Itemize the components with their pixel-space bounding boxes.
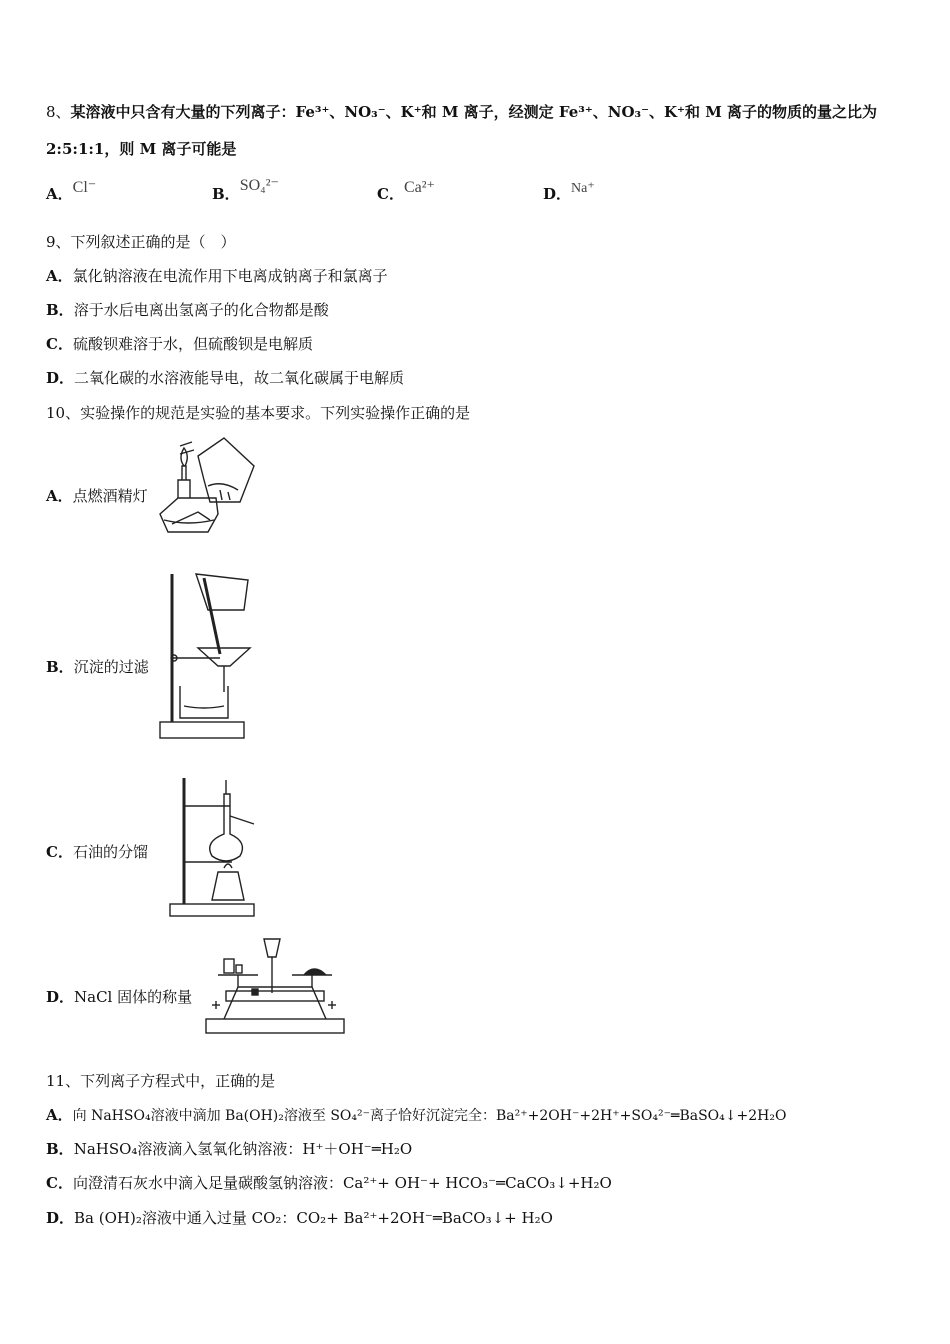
q11-option-a-letter: A．: [46, 1106, 73, 1124]
q10-option-a-text: 点燃酒精灯: [72, 487, 148, 505]
q8-option-a-letter: A．: [46, 185, 73, 203]
q10-option-d-letter: D．: [46, 988, 75, 1006]
q8-option-d-formula: Na⁺: [571, 181, 595, 196]
q9-option-d[interactable]: [46, 368, 404, 388]
q9-option-a-letter: A．: [46, 267, 73, 285]
q11-option-b-letter: B．: [46, 1140, 74, 1158]
q11-option-b[interactable]: [46, 1139, 412, 1159]
q8-option-b-formula: SO₄²⁻: [239, 177, 279, 194]
q9-option-c-letter: C．: [46, 335, 73, 353]
q10-option-c-letter: C．: [46, 843, 73, 861]
q9-option-d-letter: D．: [46, 369, 75, 387]
balance-weighing-figure: [204, 935, 346, 1037]
q10-option-c-text: 石油的分馏: [72, 843, 148, 861]
q8-option-b[interactable]: [212, 177, 279, 205]
q9-option-a-text: 氯化钠溶液在电流作用下电离成钠离子和氯离子: [72, 267, 388, 285]
q10-option-d-text: NaCl 固体的称量: [74, 988, 193, 1006]
q10-option-a[interactable]: [46, 486, 148, 506]
q8-option-c-formula: Ca²⁺: [403, 179, 435, 196]
q9-option-b[interactable]: [46, 300, 329, 320]
q11-option-a-text: 向 NaHSO₄溶液中滴加 Ba(OH)₂溶液至 SO₄²⁻离子恰好沉淀完全：Ba²⁺+2OH⁻+2H⁺+SO₄²⁻═BaSO₄↓+2H₂O: [72, 1108, 787, 1124]
q8-option-d-letter: D．: [543, 185, 572, 203]
q9-option-c[interactable]: [46, 334, 313, 354]
q11-option-c[interactable]: [46, 1173, 612, 1193]
q9-option-a[interactable]: [46, 266, 388, 286]
q8-stem-line2: 2:5:1:1，则 M 离子可能是: [46, 140, 237, 158]
q8-option-d[interactable]: [543, 181, 595, 206]
q11-option-c-text: 向澄清石灰水中滴入足量碳酸氢钠溶液：Ca²⁺+ OH⁻+ HCO₃⁻═CaCO₃↓+H₂O: [72, 1174, 612, 1192]
q8-stem-line1: [46, 102, 877, 122]
q10-option-a-letter: A．: [46, 487, 73, 505]
q9-option-c-text: 硫酸钡难溶于水，但硫酸钡是电解质: [72, 335, 313, 353]
q8-option-b-letter: B．: [212, 185, 240, 203]
q11-option-c-letter: C．: [46, 1174, 73, 1192]
q9-option-b-text: 溶于水后电离出氢离子的化合物都是酸: [73, 301, 329, 319]
q11-option-b-text: NaHSO₄溶液滴入氢氧化钠溶液：H⁺＋OH⁻═H₂O: [73, 1140, 413, 1158]
q10-option-c[interactable]: [46, 842, 148, 862]
alcohol-lamp-lighting-figure: [158, 436, 258, 538]
q11-option-d-text: Ba (OH)₂溶液中通入过量 CO₂：CO₂+ Ba²⁺+2OH⁻═BaCO₃↓+ H₂O: [74, 1209, 553, 1227]
q11-stem: 11、下列离子方程式中，正确的是: [46, 1072, 276, 1090]
filtration-figure: [158, 570, 254, 742]
q10-option-b-letter: B．: [46, 658, 74, 676]
q10-stem: 10、实验操作的规范是实验的基本要求。下列实验操作正确的是: [46, 404, 471, 422]
q8-stem-part1: 某溶液中只含有大量的下列离子：Fe³⁺、NO₃⁻、K⁺和 M 离子，经测定 Fe³⁺、NO₃⁻、K⁺和 M 离子的物质的量之比为: [70, 103, 878, 121]
q8-option-c[interactable]: [377, 179, 435, 205]
q8-option-a-formula: Cl⁻: [72, 179, 97, 196]
q11-option-d[interactable]: [46, 1208, 553, 1228]
q10-option-d[interactable]: [46, 987, 192, 1007]
q10-option-b-text: 沉淀的过滤: [73, 658, 149, 676]
q11-option-a[interactable]: [46, 1105, 786, 1126]
q8-option-a[interactable]: [46, 179, 97, 205]
q9-stem: 9、下列叙述正确的是（ ）: [46, 233, 236, 251]
q11-option-d-letter: D．: [46, 1209, 75, 1227]
q9-option-b-letter: B．: [46, 301, 74, 319]
q8-option-c-letter: C．: [377, 185, 404, 203]
q9-option-d-text: 二氧化碳的水溶液能导电，故二氧化碳属于电解质: [74, 369, 405, 387]
q10-option-b[interactable]: [46, 657, 149, 677]
distillation-figure: [168, 776, 264, 920]
q8-number: 8、: [46, 103, 71, 121]
